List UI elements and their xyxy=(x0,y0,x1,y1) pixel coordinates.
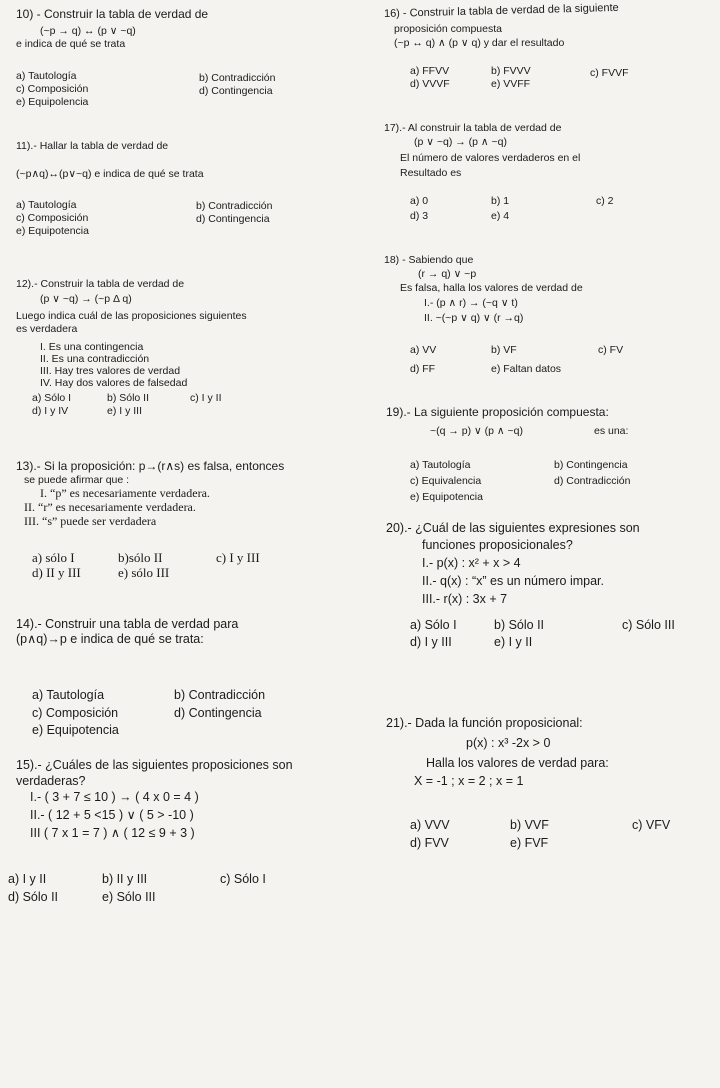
q20-statement-i: I.- p(x) : x² + x > 4 xyxy=(422,556,521,570)
q15-option-b: b) II y III xyxy=(102,872,148,886)
q16-option-c: c) FVVF xyxy=(590,67,629,79)
q21-option-c: c) VFV xyxy=(632,818,671,832)
q19-title: 19).- La siguiente proposición compuesta: xyxy=(386,405,609,419)
q11-option-a: a) Tautología xyxy=(16,199,77,211)
q19-option-b: b) Contingencia xyxy=(554,459,628,471)
q12-statement-iii: III. Hay tres valores de verdad xyxy=(40,365,181,377)
q15-statement-ii: II.- ( 12 + 5 <15 ) ∨ ( 5 > -10 ) xyxy=(30,808,194,822)
q12-option-a: a) Sólo I xyxy=(32,392,72,404)
q17-option-a: a) 0 xyxy=(410,195,429,207)
q10-title: 10) - Construir la tabla de verdad de xyxy=(16,7,209,21)
q10-option-c: c) Composición xyxy=(16,83,89,95)
q16-option-d: d) VVVF xyxy=(410,78,450,90)
q14-option-c: c) Composición xyxy=(32,706,119,720)
q14-title: 14).- Construir una tabla de verdad para xyxy=(16,617,239,631)
q17-line3: Resultado es xyxy=(400,167,462,179)
q14-option-d: d) Contingencia xyxy=(174,706,262,720)
q19-option-d: d) Contradicción xyxy=(554,475,631,487)
q16-title: 16) - Construir la tabla de verdad de la siguiente xyxy=(383,1,619,20)
q20-option-c: c) Sólo III xyxy=(622,618,675,632)
q21-option-a: a) VVV xyxy=(410,818,450,832)
q10-instruction: e indica de qué se trata xyxy=(16,38,126,50)
q19-option-e: e) Equipotencia xyxy=(410,491,483,503)
q18-statement-ii: II. ~(~p ∨ q) ∨ (r →q) xyxy=(424,312,524,324)
q18-option-b: b) VF xyxy=(491,344,517,356)
q10-formula: (~p → q) ↔ (p ∨ ~q) xyxy=(40,25,136,37)
q20-option-b: b) Sólo II xyxy=(494,618,545,632)
q20-statement-ii: II.- q(x) : “x” es un número impar. xyxy=(422,574,604,588)
q19-formula: ~(q → p) ∨ (p ∧ ~q) xyxy=(430,425,523,437)
q11-option-c: c) Composición xyxy=(16,212,89,224)
q14-option-e: e) Equipotencia xyxy=(32,723,119,737)
q15-option-e: e) Sólo III xyxy=(102,890,156,904)
q17-option-e: e) 4 xyxy=(491,210,510,222)
q15-line2: verdaderas? xyxy=(16,774,86,788)
q19-option-c: c) Equivalencia xyxy=(410,475,482,487)
q20-option-a: a) Sólo I xyxy=(410,618,457,632)
q21-option-d: d) FVV xyxy=(410,836,449,850)
q18-formula: (r → q) ∨ ~p xyxy=(418,268,477,280)
q16-option-b: b) FVVV xyxy=(491,65,531,77)
q18-option-d: d) FF xyxy=(410,363,436,375)
q13-line2: se puede afirmar que : xyxy=(24,474,130,486)
q18-statement-i: I.- (p ∧ r) → (~q ∨ t) xyxy=(424,297,518,309)
q12-statement-iv: IV. Hay dos valores de falsedad xyxy=(40,377,188,389)
q14-option-b: b) Contradicción xyxy=(174,688,266,702)
q12-statement-ii: II. Es una contradicción xyxy=(40,353,150,365)
q14-line2: (p∧q)→p e indica de qué se trata: xyxy=(16,632,204,646)
q11-option-e: e) Equipotencia xyxy=(16,225,89,237)
q13-option-a: a) sólo I xyxy=(32,550,75,565)
q17-option-b: b) 1 xyxy=(491,195,510,207)
q10-option-a: a) Tautología xyxy=(16,70,77,82)
q18-option-e: e) Faltan datos xyxy=(491,363,562,375)
q21-values: X = -1 ; x = 2 ; x = 1 xyxy=(414,774,524,788)
q18-option-a: a) VV xyxy=(410,344,437,356)
q11-option-b: b) Contradicción xyxy=(196,200,273,212)
q15-statement-iii: III ( 7 x 1 = 7 ) ∧ ( 12 ≤ 9 + 3 ) xyxy=(30,826,195,840)
q11-title: 11).- Hallar la tabla de verdad de xyxy=(16,140,169,152)
q13-option-c: c) I y III xyxy=(216,550,260,565)
q13-title: 13).- Si la proposición: p→(r∧s) es falsa, entonces xyxy=(16,459,285,473)
q12-option-d: d) I y IV xyxy=(32,405,69,417)
q20-title: 20).- ¿Cuál de las siguientes expresiones son xyxy=(386,521,640,535)
q16-option-e: e) VVFF xyxy=(491,78,531,90)
q12-statement-i: I. Es una contingencia xyxy=(40,341,144,353)
q12-title: 12).- Construir la tabla de verdad de xyxy=(16,278,185,290)
q15-option-a: a) I y II xyxy=(8,872,47,886)
q13-statement-ii: II. “r” es necesariamente verdadera. xyxy=(24,500,196,514)
q19-suffix: es una: xyxy=(594,425,629,437)
q21-option-b: b) VVF xyxy=(510,818,549,832)
q15-statement-i: I.- ( 3 + 7 ≤ 10 ) → ( 4 x 0 = 4 ) xyxy=(30,790,199,804)
q12-option-e: e) I y III xyxy=(107,405,143,417)
q16-line2: proposición compuesta xyxy=(394,23,502,35)
q21-line2: Halla los valores de verdad para: xyxy=(426,756,609,770)
q20-statement-iii: III.- r(x) : 3x + 7 xyxy=(422,592,508,606)
q16-option-a: a) FFVV xyxy=(410,65,450,77)
q21-formula: p(x) : x³ -2x > 0 xyxy=(466,736,551,750)
q10-option-b: b) Contradicción xyxy=(199,72,276,84)
q21-option-e: e) FVF xyxy=(510,836,549,850)
q18-option-c: c) FV xyxy=(598,344,624,356)
q17-option-c: c) 2 xyxy=(596,195,614,207)
q20-line2: funciones proposicionales? xyxy=(422,538,573,552)
q20-option-e: e) I y II xyxy=(494,635,533,649)
q15-option-d: d) Sólo II xyxy=(8,890,59,904)
q18-line2: Es falsa, halla los valores de verdad de xyxy=(400,282,583,294)
q17-line2: El número de valores verdaderos en el xyxy=(400,152,581,164)
q20-option-d: d) I y III xyxy=(410,635,452,649)
q21-title: 21).- Dada la función proposicional: xyxy=(386,716,583,730)
q16-formula: (~p ↔ q) ∧ (p ∨ q) y dar el resultado xyxy=(394,37,565,49)
q13-option-b: b)sólo II xyxy=(118,550,163,565)
q15-title: 15).- ¿Cuáles de las siguientes proposiciones son xyxy=(16,758,293,772)
q17-option-d: d) 3 xyxy=(410,210,429,222)
q12-option-b: b) Sólo II xyxy=(107,392,150,404)
q12-formula: (p ∨ ~q) → (~p Δ q) xyxy=(40,293,132,305)
q10-option-e: e) Equipolencia xyxy=(16,96,89,108)
q10-option-d: d) Contingencia xyxy=(199,85,273,97)
q13-statement-i: I. “p” es necesariamente verdadera. xyxy=(40,486,210,500)
q13-option-e: e) sólo III xyxy=(118,565,170,580)
q18-title: 18) - Sabiendo que xyxy=(384,254,474,266)
q17-formula: (p ∨ ~q) → (p ∧ ~q) xyxy=(414,136,507,148)
q17-title: 17).- Al construir la tabla de verdad de xyxy=(384,122,562,134)
q12-option-c: c) I y II xyxy=(190,392,222,404)
q13-statement-iii: III. “s” puede ser verdadera xyxy=(24,514,157,528)
q15-option-c: c) Sólo I xyxy=(220,872,266,886)
q11-formula: (~p∧q)↔(p∨~q) e indica de qué se trata xyxy=(16,168,204,180)
q11-option-d: d) Contingencia xyxy=(196,213,270,225)
q12-line1: Luego indica cuál de las proposiciones siguientes xyxy=(16,310,247,322)
q13-option-d: d) II y III xyxy=(32,565,81,580)
q14-option-a: a) Tautología xyxy=(32,688,105,702)
q19-option-a: a) Tautología xyxy=(410,459,471,471)
q12-line2: es verdadera xyxy=(16,323,78,335)
